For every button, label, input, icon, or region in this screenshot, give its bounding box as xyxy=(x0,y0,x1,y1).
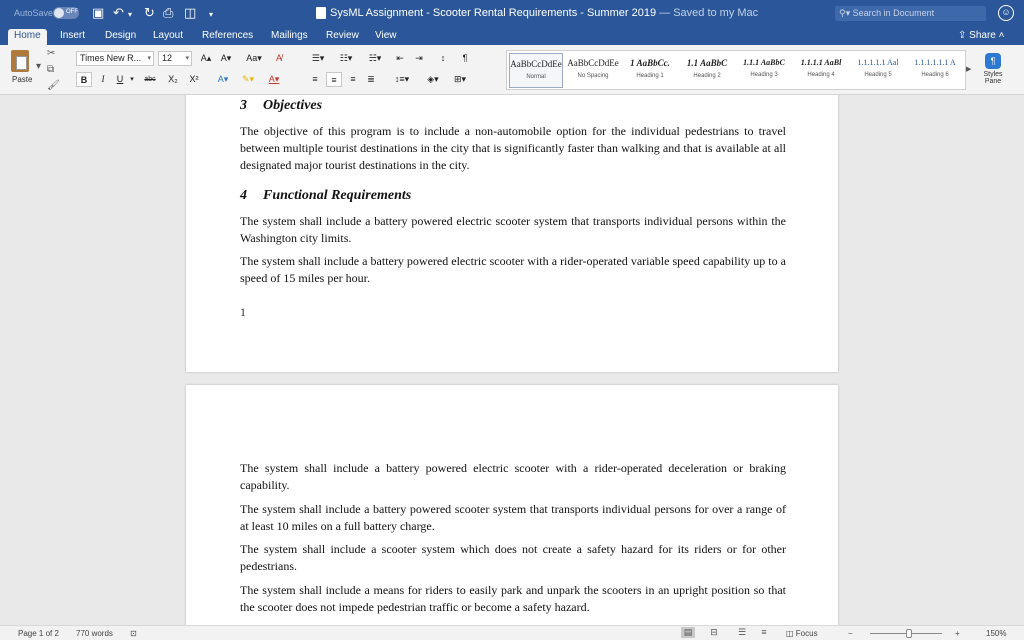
styles-pane-button[interactable] xyxy=(978,53,1008,85)
style-name: Heading 1 xyxy=(636,73,664,79)
tab-insert[interactable]: Insert xyxy=(60,30,86,41)
draft-view-icon[interactable]: ≡ xyxy=(761,627,767,637)
heading-title: Objectives xyxy=(263,98,323,113)
underline-dropdown-icon[interactable]: ▾ xyxy=(130,76,134,83)
tab-layout[interactable]: Layout xyxy=(153,30,184,41)
section-heading xyxy=(240,188,411,204)
strikethrough-button[interactable]: abc xyxy=(144,76,156,83)
style-name: Heading 2 xyxy=(693,73,721,79)
focus-button[interactable] xyxy=(786,628,818,639)
styles-pane-label: Styles Pane xyxy=(983,71,1003,85)
highlight-icon[interactable]: ✎▾ xyxy=(241,74,255,84)
style-no-spacing[interactable] xyxy=(566,53,620,88)
style-sample: AaBbCcDdEe xyxy=(567,58,619,68)
document-page[interactable] xyxy=(186,95,838,372)
style-heading-5[interactable] xyxy=(851,53,905,88)
zoom-out-icon[interactable]: − xyxy=(848,629,853,638)
style-heading-4[interactable] xyxy=(794,53,848,88)
proofing-icon[interactable]: ⊡ xyxy=(130,629,137,638)
search-input[interactable] xyxy=(835,6,986,21)
paste-sheet xyxy=(16,56,27,70)
paragraph: The system shall include a scooter system which does not create a safety hazard for its riders or for other pedestrians. xyxy=(240,542,786,573)
page-count[interactable]: Page 1 of 2 xyxy=(18,629,59,638)
tab-review[interactable]: Review xyxy=(326,30,359,41)
heading-title: Functional Requirements xyxy=(263,188,412,203)
style-sample: AaBbCcDdEe xyxy=(510,59,562,69)
heading-number: 3 xyxy=(240,98,247,113)
font-name-combo[interactable] xyxy=(76,51,154,66)
superscript-button[interactable]: X² xyxy=(189,74,199,84)
search-icon: ⚲▾ xyxy=(839,8,851,18)
subscript-button[interactable]: X₂ xyxy=(168,74,178,84)
font-name-value: Times New R... xyxy=(80,53,142,63)
paragraph: The system shall include a means for riders to easily park and unpark the scooters in an upright position so that the scooter does not impede pedestrian traffic or become a safety hazard. xyxy=(240,583,786,614)
align-left-icon[interactable]: ≡ xyxy=(312,74,318,84)
print-icon[interactable]: ⎙ xyxy=(163,5,174,20)
title-bar xyxy=(0,0,1024,27)
document-canvas[interactable] xyxy=(0,95,1024,625)
focus-label: Focus xyxy=(795,629,818,638)
style-name: Normal xyxy=(526,74,546,80)
style-heading-2[interactable] xyxy=(680,53,734,88)
section-heading xyxy=(240,98,322,114)
bold-button[interactable]: B xyxy=(76,72,92,87)
paragraph: The objective of this program is to include a non-automobile option for the individual pedestrians to travel between multiple tourist destinations in the city that is significantly faster than walking and that is available at all designated major tourist destinations in the city. xyxy=(240,124,786,172)
numbering-icon[interactable]: ☷▾ xyxy=(339,53,353,63)
style-sample: 1.1 AaBbC xyxy=(686,58,728,68)
show-formatting-icon[interactable]: ¶ xyxy=(462,53,468,63)
chevron-down-icon: ▾ xyxy=(147,55,151,62)
document-icon xyxy=(316,7,326,19)
style-name: No Spacing xyxy=(577,73,609,79)
copy-icon[interactable]: ⧉ xyxy=(47,64,55,75)
decrease-indent-icon[interactable]: ⇤ xyxy=(396,53,404,63)
gallery-next-icon[interactable]: ▶ xyxy=(966,66,972,73)
style-sample: 1.1.1.1 AaBl xyxy=(800,58,842,67)
paste-label[interactable]: Paste xyxy=(12,75,33,84)
style-heading-3[interactable] xyxy=(737,53,791,88)
autosave-state: OFF xyxy=(66,9,78,15)
styles-pane-icon: ¶ xyxy=(985,53,1001,69)
print-layout-icon[interactable]: ▤ xyxy=(681,627,695,638)
page-number: 1 xyxy=(240,305,246,319)
style-sample: 1 AaBbCc. xyxy=(630,58,670,68)
undo-dropdown-icon[interactable]: ▾ xyxy=(128,10,133,19)
change-case-icon[interactable]: Aa▾ xyxy=(246,53,262,63)
autosave-label: AutoSave xyxy=(14,8,54,18)
style-heading-1[interactable] xyxy=(623,53,677,88)
share-label: Share xyxy=(969,30,996,41)
line-spacing-icon[interactable]: ↕≡▾ xyxy=(394,74,410,84)
redo-icon[interactable]: ↻ xyxy=(144,5,155,20)
text-effects-icon[interactable]: A▾ xyxy=(217,74,229,84)
increase-indent-icon[interactable]: ⇥ xyxy=(415,53,423,63)
shading-icon[interactable]: ◈▾ xyxy=(427,74,439,84)
share-icon: ⇪ xyxy=(958,30,970,41)
style-sample: 1.1.1.1.1 Aal xyxy=(857,58,899,67)
web-layout-icon[interactable]: ⊟ xyxy=(710,627,718,637)
cut-icon[interactable]: ✂ xyxy=(47,48,56,59)
font-color-icon[interactable]: A▾ xyxy=(268,74,280,84)
sort-icon[interactable]: ↕ xyxy=(440,53,446,63)
clear-formatting-icon[interactable]: A̸ xyxy=(275,53,282,63)
zoom-slider-knob[interactable] xyxy=(906,629,912,638)
tab-view[interactable]: View xyxy=(375,30,397,41)
outline-view-icon[interactable]: ☰ xyxy=(737,627,747,637)
chevron-down-icon: ▾ xyxy=(185,55,189,62)
status-bar xyxy=(0,625,1024,640)
italic-button[interactable]: I xyxy=(101,74,105,84)
autosave-toggle[interactable] xyxy=(53,7,79,19)
style-sample: 1.1.1.1.1.1 A xyxy=(914,58,956,67)
grow-font-icon[interactable]: A▴ xyxy=(200,53,212,63)
layout-icon[interactable]: ◫ xyxy=(184,5,197,20)
focus-icon: ◫ xyxy=(786,629,796,638)
style-name: Heading 6 xyxy=(921,72,949,78)
save-status: — Saved to my Mac xyxy=(659,7,759,19)
collapse-ribbon-icon[interactable]: ˄ xyxy=(995,30,1005,41)
document-page[interactable] xyxy=(186,385,838,625)
shrink-font-icon[interactable]: A▾ xyxy=(220,53,232,63)
style-name: Heading 5 xyxy=(864,72,892,78)
share-button[interactable] xyxy=(958,30,1004,41)
paste-icon[interactable] xyxy=(11,50,29,72)
multilevel-list-icon[interactable]: ☵▾ xyxy=(368,53,382,63)
paragraph: The system shall include a battery powered scooter system that transports individual persons for over a range of at least 10 miles on a full battery charge. xyxy=(240,502,786,533)
style-heading-6[interactable] xyxy=(908,53,962,88)
style-sample: 1.1.1 AaBbC xyxy=(743,58,785,67)
word-count[interactable]: 770 words xyxy=(76,629,113,638)
style-normal[interactable] xyxy=(509,53,563,88)
paragraph: The system shall include a battery powered electric scooter with a rider-operated variable speed capability up to a speed of 15 miles per hour. xyxy=(240,254,786,285)
font-size-value: 12 xyxy=(162,53,173,63)
tab-design[interactable]: Design xyxy=(105,30,137,41)
customize-icon[interactable]: ▾ xyxy=(209,10,214,19)
ribbon-home xyxy=(0,45,1024,95)
save-icon[interactable]: ▣ xyxy=(92,5,105,20)
tab-home[interactable]: Home xyxy=(8,29,47,45)
zoom-level[interactable]: 150% xyxy=(986,629,1007,638)
align-center-icon[interactable]: ≡ xyxy=(326,72,342,87)
paste-dropdown-icon[interactable]: ▾ xyxy=(36,61,42,72)
paragraph: The system shall include a battery powered electric scooter with a rider-operated deceleration or braking capability. xyxy=(240,461,786,492)
format-painter-icon[interactable]: 🖌 xyxy=(47,80,60,91)
borders-icon[interactable]: ⊞▾ xyxy=(453,74,467,84)
styles-gallery xyxy=(506,50,966,90)
heading-number: 4 xyxy=(240,188,247,203)
tab-mailings[interactable]: Mailings xyxy=(271,30,308,41)
window-title xyxy=(330,7,758,19)
undo-icon[interactable]: ↶ xyxy=(113,5,124,20)
font-size-combo[interactable] xyxy=(158,51,192,66)
feedback-smiley-icon[interactable]: ☺ xyxy=(998,5,1014,21)
toggle-knob xyxy=(54,8,64,18)
search-placeholder: Search in Document xyxy=(852,8,935,18)
tab-references[interactable]: References xyxy=(202,30,254,41)
ribbon-tabs xyxy=(0,27,1024,45)
align-right-icon[interactable]: ≡ xyxy=(350,74,356,84)
style-name: Heading 3 xyxy=(750,72,778,78)
bullets-icon[interactable]: ☰▾ xyxy=(311,53,325,63)
underline-button[interactable]: U xyxy=(116,74,124,84)
style-name: Heading 4 xyxy=(807,72,835,78)
justify-icon[interactable]: ≣ xyxy=(367,74,375,84)
document-title: SysML Assignment - Scooter Rental Requirements - Summer 2019 xyxy=(330,7,657,19)
zoom-in-icon[interactable]: + xyxy=(955,629,960,638)
paragraph: The system shall include a battery powered electric scooter system that transports individual persons within the Washington city limits. xyxy=(240,214,786,245)
